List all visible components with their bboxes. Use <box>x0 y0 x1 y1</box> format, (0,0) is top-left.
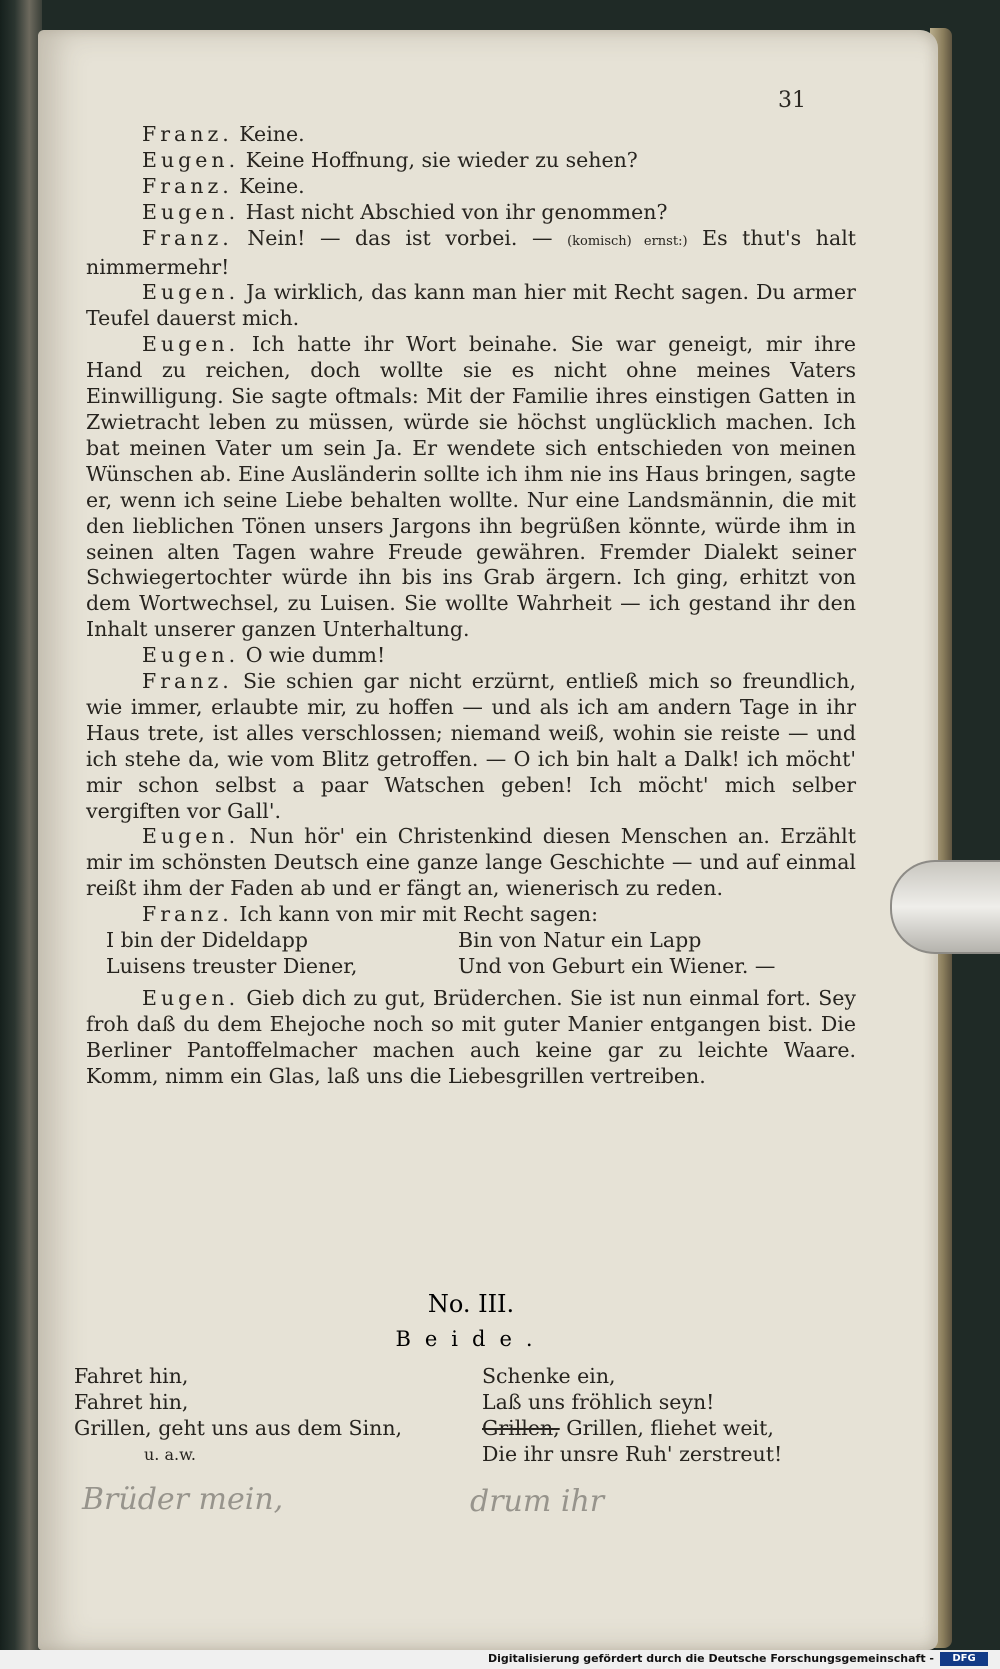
lyric-line: Fahret hin, <box>74 1364 189 1388</box>
stage-direction: (komisch) ernst:) <box>567 233 688 249</box>
speaker-name: Eugen. <box>142 824 240 849</box>
dialogue-text: Keine. <box>239 173 305 198</box>
struck-word: Grillen, <box>482 1415 560 1440</box>
book-spine-edge <box>0 0 42 1650</box>
speaker-name: Eugen. <box>142 280 240 305</box>
lyric-line: Grillen, geht uns aus dem Sinn, <box>74 1415 403 1440</box>
lyric-line <box>482 1416 782 1442</box>
speaker-name: Eugen. <box>142 332 240 357</box>
speaker-name: Franz. <box>142 122 233 146</box>
dialogue-line <box>86 902 856 928</box>
dialogue-text: Gieb dich zu gut, Brüderchen. Sie ist nun einmal fort. Sey froh daß du dem Ehejoche noch so mit guter Manier entgangen bist. Die Berliner Pantoffelmacher machen auch keine gar zu leichte Waare. Komm, nimm ein Glas, laß uns die Liebesgrillen vertreiben. <box>86 986 856 1088</box>
dialogue-text-continued: Es thut's halt nimmermehr! <box>86 225 856 279</box>
section-title: Beide. <box>395 1327 547 1351</box>
dialogue-line <box>86 986 856 1090</box>
verse-line: Und von Geburt ein Wiener. — <box>458 954 776 979</box>
dialogue-line <box>86 824 856 902</box>
lyric-abbreviation: u. a.w. <box>144 1444 196 1464</box>
verse-couplet <box>86 928 856 980</box>
dialogue-text: Ja wirklich, das kann man hier mit Recht sagen. Du armer Teufel dauerst mich. <box>86 280 856 331</box>
verse-line: Luisens treuster Diener, <box>106 954 358 979</box>
digitization-credit: Digitalisierung gefördert durch die Deutsche Forschungsgemeinschaft - <box>487 1652 934 1665</box>
dialogue-line <box>86 174 856 200</box>
dialogue-text: Sie schien gar nicht erzürnt, entließ mich so freundlich, wie immer, erlaubte mir, zu hoffen — und als ich am andern Tage in ihr Haus trete, ist alles verschlossen; niemand weiß, wohin sie reiste — und ich stehe da, wie vom Blitz getroffen. — O ich bin halt a Dalk! ich möcht' mir schon selbst a paar Watschen geben! Ich möcht' mich selber vergiften vor Gall'. <box>86 669 856 823</box>
lyric-line: Die ihr unsre Ruh' zerstreut! <box>482 1441 783 1466</box>
dialogue-line <box>86 226 856 281</box>
dialogue-text: Nein! — das ist vorbei. — <box>247 225 568 250</box>
dialogue-text: Ich kann von mir mit Recht sagen: <box>239 902 598 927</box>
dfg-logo: DFG <box>940 1652 988 1666</box>
handwritten-annotation: Brüder mein, <box>82 1482 284 1517</box>
dialogue-line <box>86 122 856 148</box>
play-text <box>86 122 856 1090</box>
speaker-name: Eugen. <box>142 643 240 668</box>
dialogue-line <box>86 280 856 332</box>
speaker-name: Franz. <box>142 669 233 694</box>
song-lyrics <box>74 1364 856 1474</box>
speaker-name: Eugen. <box>142 986 240 1011</box>
dialogue-text: Ich hatte ihr Wort beinahe. Sie war geneigt, mir ihre Hand zu reichen, doch wollte sie es nicht ohne meines Vaters Einwilligung. Sie sagte oftmals: Mit der Familie ihres einstigen Gatten in Zwietracht leben zu müssen, würde sie höchst unglücklich machen. Ich bat meinen Vater um sein Ja. Er wendete sich entschieden von meinen Wünschen ab. Eine Ausländerin sollte ich ihm nie ins Haus bringen, sagte er, wenn ich seine Liebe behalten wollte. Nur eine Landsmännin, die mit den lieblichen Tönen unsers Jargons ihn begrüßen könnte, würde ihm in seinen alten Tagen wahre Freude gewähren. Fremder Dialekt seiner Schwiegertochter würde ihn bis ins Grab ärgern. Ich ging, erhitzt von dem Wortwechsel, zu Luisen. Sie wollte Wahrheit — ich gestand ihr den Inhalt unserer ganzen Unterhaltung. <box>86 332 856 642</box>
dialogue-text: Keine. <box>239 122 305 146</box>
dialogue-line <box>86 200 856 226</box>
dialogue-text: Nun hör' ein Christenkind diesen Menschen an. Erzählt mir im schönsten Deutsch eine ganze lange Geschichte — und auf einmal reißt ihm der Faden ab und er fängt an, wienerisch zu reden. <box>86 824 856 901</box>
handwritten-annotation: drum ihr <box>470 1484 605 1519</box>
speaker-name: Eugen. <box>142 199 240 224</box>
lyric-line: Laß uns fröhlich seyn! <box>482 1389 715 1414</box>
dialogue-line <box>86 148 856 174</box>
dialogue-text: Keine Hoffnung, sie wieder zu sehen? <box>245 147 638 172</box>
lyric-text: Grillen, fliehet weit, <box>559 1415 774 1440</box>
verse-line: Bin von Natur ein Lapp <box>458 928 702 953</box>
dialogue-line <box>86 332 856 643</box>
dialogue-line <box>86 669 856 824</box>
speaker-name: Franz. <box>142 902 233 927</box>
song-right-column <box>482 1364 782 1468</box>
page-number: 31 <box>778 88 806 113</box>
lyric-line: Fahret hin, <box>74 1389 189 1414</box>
dialogue-text: O wie dumm! <box>245 643 386 668</box>
lyric-line: Schenke ein, <box>482 1364 616 1388</box>
section-number: No. III. <box>427 1290 515 1318</box>
song-left-column <box>74 1364 402 1468</box>
speaker-name: Franz. <box>142 225 233 250</box>
page-clip <box>890 860 1000 954</box>
dialogue-line <box>86 643 856 669</box>
verse-line: I bin der Dideldapp <box>106 928 308 953</box>
speaker-name: Franz. <box>142 173 233 198</box>
dialogue-text: Hast nicht Abschied von ihr genommen? <box>245 199 668 224</box>
speaker-name: Eugen. <box>142 147 240 172</box>
